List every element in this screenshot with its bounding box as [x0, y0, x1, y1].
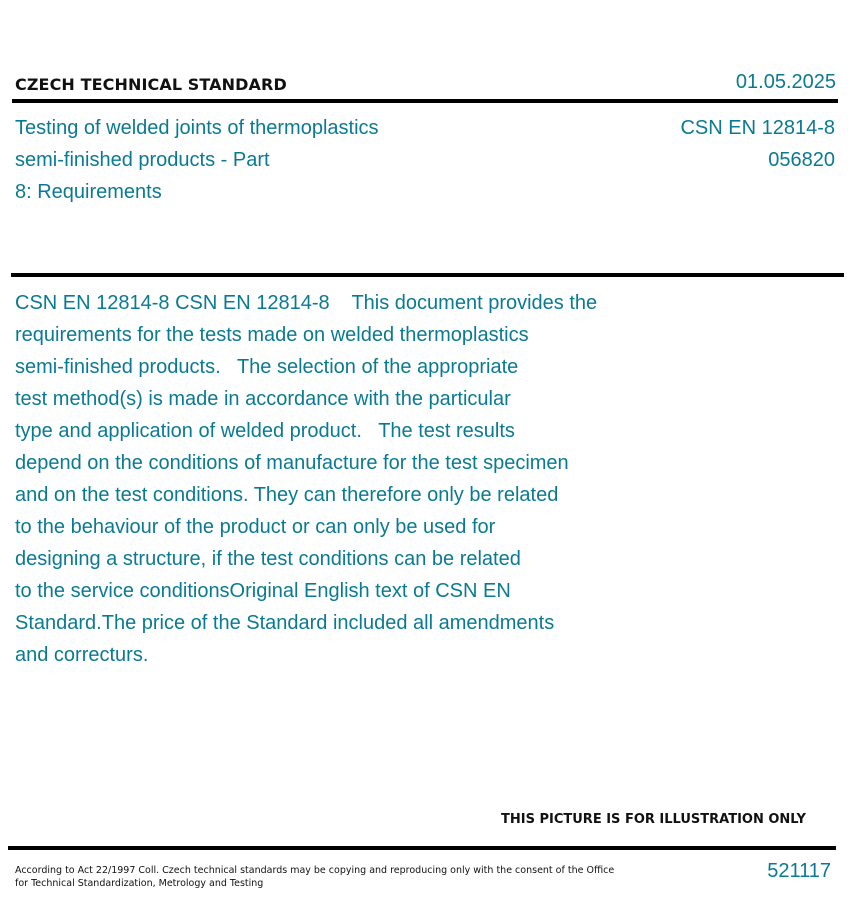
- footer-legal-line: for Technical Standardization, Metrology and Testing: [15, 878, 264, 889]
- footer-legal-note: [15, 864, 615, 890]
- standard-title-line: Testing of welded joints of thermoplastics: [15, 117, 379, 139]
- description-line: and on the test conditions. They can therefore only be related: [15, 484, 559, 506]
- description-line: requirements for the tests made on welded thermoplastics: [15, 324, 529, 346]
- footer-code: 521117: [767, 860, 831, 882]
- description-line: test method(s) is made in accordance with the particular: [15, 388, 511, 410]
- standard-title-line: 8: Requirements: [15, 181, 162, 203]
- standard-title: [15, 112, 415, 208]
- description-line: Standard.The price of the Standard included all amendments: [15, 612, 555, 634]
- description-line: depend on the conditions of manufacture for the test specimen: [15, 452, 569, 474]
- header-divider: [12, 99, 838, 103]
- header-date: 01.05.2025: [735, 71, 836, 93]
- illustration-note: THIS PICTURE IS FOR ILLUSTRATION ONLY: [501, 812, 806, 827]
- footer-divider: [8, 846, 836, 850]
- description-line: designing a structure, if the test conditions can be related: [15, 548, 521, 570]
- description-line: and correcturs.: [15, 644, 149, 666]
- description-text: [15, 287, 655, 671]
- catalog-number: 056820: [768, 149, 835, 171]
- standard-identifiers: [680, 112, 835, 176]
- standard-code: CSN EN 12814-8: [680, 117, 835, 139]
- description-line: semi-finished products. The selection of the appropriate: [15, 356, 519, 378]
- description-line: type and application of welded product. The test results: [15, 420, 515, 442]
- header-title: CZECH TECHNICAL STANDARD: [15, 75, 287, 94]
- section-divider: [11, 273, 844, 277]
- description-line: to the behaviour of the product or can only be used for: [15, 516, 496, 538]
- footer-legal-line: According to Act 22/1997 Coll. Czech technical standards may be copying and reproducing only with the consent of the Office: [15, 865, 615, 876]
- description-line: CSN EN 12814-8 CSN EN 12814-8 This document provides the: [15, 292, 598, 314]
- standard-title-line: semi-finished products - Part: [15, 149, 270, 171]
- description-line: to the service conditionsOriginal English text of CSN EN: [15, 580, 511, 602]
